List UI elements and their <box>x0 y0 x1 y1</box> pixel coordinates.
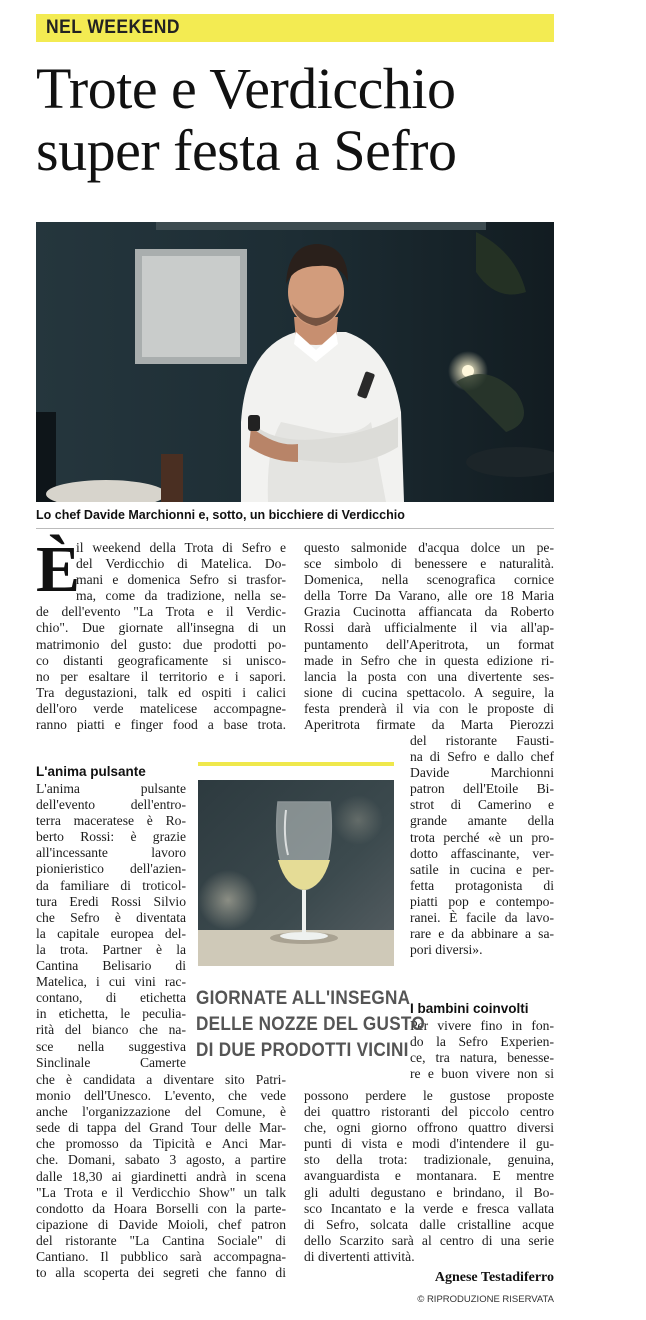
body-line: terra maceratese è Ro- <box>36 813 186 829</box>
body-line: chio". Due giornate all'insegna di un <box>36 620 286 636</box>
body-line: dotto affascinante, ver- <box>410 845 554 861</box>
body-line: da familiare di troticol- <box>36 877 186 893</box>
body-line: tura Eredi Rossi Silvio <box>36 893 186 909</box>
photo-caption: Lo chef Davide Marchionni e, sotto, un bicchiere di Verdicchio <box>36 508 405 522</box>
body-line: fetta protagonista di <box>410 877 554 893</box>
body-line: sede di tappa del Grand Tour delle Mar- <box>36 1120 286 1136</box>
wine-glass-illustration <box>198 780 394 966</box>
body-line: pionieristico dell'azien- <box>36 861 186 877</box>
body-line: no per esaltare il territorio e i sapori. <box>36 668 286 684</box>
chef-illustration <box>36 222 554 502</box>
body-line: del ristorante "La Cantina Sociale" di <box>36 1232 286 1248</box>
anima-column <box>36 781 186 1071</box>
body-line: gli adulti degustano e brindano, il Bo- <box>304 1184 554 1200</box>
body-line: dalle 18,30 ai giardinetti andrà in scena <box>36 1168 286 1184</box>
body-line: L'anima pulsante <box>36 781 186 796</box>
left-bottom-column <box>36 1072 286 1281</box>
body-line: Grazia Cucinotta affiancata da Roberto <box>304 604 554 620</box>
body-line: berto Rossi: è grazie <box>36 829 186 845</box>
body-line: punti di vista e modi d'intendere il gu- <box>304 1136 554 1152</box>
author-byline: Agnese Testadiferro <box>434 1270 554 1285</box>
body-line: rare e da abbinare a sa- <box>410 926 554 942</box>
body-line: matrimonio del gusto: due prodotti po- <box>36 636 286 652</box>
chef-portrait-photo <box>36 222 554 502</box>
body-line: dello Scarzito sarà al centro di una serie <box>304 1232 554 1248</box>
body-line: Per vivere fino in fon- <box>410 1018 554 1033</box>
right-top-column <box>304 540 554 733</box>
body-line: Matelica, i cui vini rac- <box>36 974 186 990</box>
pull-quote-line: GIORNATE ALL'INSEGNA <box>196 987 411 1009</box>
body-line: "La Trota e il Verdicchio Show" un talk <box>36 1184 286 1200</box>
body-line: possono perdere le gustose proposte <box>304 1088 554 1103</box>
body-line: sco Incantato e la verde e fresca vallata <box>304 1200 554 1216</box>
body-line: piatti pop e contempo- <box>410 893 554 909</box>
headline-line-1: Trote e Verdicchio <box>36 56 456 121</box>
body-line: strot di Camerino e <box>410 797 554 813</box>
body-line: festa prenderà il via con le proposte di <box>304 700 554 716</box>
body-line: che. Domani, sabato 3 agosto, a partire <box>36 1152 286 1168</box>
body-line: na di Sefro e dallo chef <box>410 749 554 765</box>
inset-accent-bar <box>198 762 394 766</box>
subhead-bambini: I bambini coinvolti <box>410 1001 529 1016</box>
body-line: Domenica, nella scenografica cornice <box>304 572 554 588</box>
intro-lines-column <box>36 533 286 733</box>
pull-quote-line: DELLE NOZZE DEL GUSTO <box>196 1013 425 1035</box>
body-line: Cantiano. Il pubblico sarà accompagna- <box>36 1249 286 1265</box>
body-line: satile in cucina e per- <box>410 861 554 877</box>
body-line: che promosso da Tipicità e Anci Mar- <box>36 1136 286 1152</box>
body-line: della Torre Da Varano, alle ore 18 Maria <box>304 588 554 604</box>
body-line: del Verdicchio di Matelica. Do- <box>76 556 286 572</box>
body-line: in etichetta, le peculia- <box>36 1006 186 1022</box>
body-line: che Sefro è diventata <box>36 909 186 925</box>
body-line: che, ogni giorno offrono quattro diversi <box>304 1120 554 1136</box>
body-line: contano, di etichetta <box>36 990 186 1006</box>
body-line: il weekend della Trota di Sefro e <box>76 540 286 555</box>
body-line: pori diversi». <box>410 942 483 958</box>
body-line: ranei. È facile da lavo- <box>410 910 554 926</box>
body-line: de dell'evento "La Trota e il Verdic- <box>36 604 286 620</box>
body-line: Aperitrota firmate da Marta Pierozzi <box>304 717 554 733</box>
body-line: mani e domenica Sefro si trasfor- <box>76 572 286 588</box>
subhead-anima: L'anima pulsante <box>36 764 146 779</box>
body-line: ce, tra natura, benesse- <box>410 1050 554 1066</box>
body-line: lancia la posta con una divertente ses- <box>304 668 554 684</box>
body-line: dell'evento dell'entro- <box>36 797 186 813</box>
body-line: Davide Marchionni <box>410 765 554 781</box>
body-line: sce simbolo di benessere e naturalità. <box>304 556 554 572</box>
body-line: dei quattro ristoranti del piccolo centro <box>304 1104 554 1120</box>
body-line: re e buon vivere non si <box>410 1066 554 1082</box>
body-line: avanguardista e montanara. E mentre <box>304 1168 554 1184</box>
body-line: Sinclinale Camerte <box>36 1054 186 1070</box>
body-line: trota perché «è un pro- <box>410 829 554 845</box>
pull-quote-line: DI DUE PRODOTTI VICINI <box>196 1039 409 1061</box>
body-line: la capitale europea del- <box>36 925 186 941</box>
drop-cap: È <box>36 533 81 606</box>
body-line: do la Sefro Experien- <box>410 1034 554 1050</box>
headline <box>36 58 596 182</box>
body-line: Rossi darà ufficialmente il via all'ap- <box>304 620 554 636</box>
body-line: co distanti geograficamente si unisco- <box>36 652 286 668</box>
body-line: dell'oro verde matelicese accompagne- <box>36 700 286 716</box>
body-line: sce nella suggestiva <box>36 1038 186 1054</box>
right-narrow-column <box>410 733 554 958</box>
body-line: del ristorante Fausti- <box>410 733 554 748</box>
body-line: di Sefro, solcata dalle cristalline acque <box>304 1216 554 1232</box>
body-line: la trota. Partner è la <box>36 941 186 957</box>
body-line: anche l'organizzazione del Comune, è <box>36 1104 286 1120</box>
body-line: made in Sefro che in questa edizione ri- <box>304 652 554 668</box>
body-line: questo salmonide d'acqua dolce un pe- <box>304 540 554 555</box>
caption-divider <box>36 528 554 529</box>
body-line: ranno piatti e finger food a base trota. <box>36 717 286 733</box>
body-line: sto della trota: tradizionale, genuina, <box>304 1152 554 1168</box>
body-line: Cantina Belisario di <box>36 958 186 974</box>
right-bottom-column <box>304 1088 554 1265</box>
headline-line-2: super festa a Sefro <box>36 118 457 183</box>
body-line: monio dell'Unesco. L'evento, che vede <box>36 1088 286 1104</box>
body-line: condotto da Hoara Borselli con la parte- <box>36 1200 286 1216</box>
pull-quote <box>196 985 425 1063</box>
wine-glass-photo <box>198 780 394 966</box>
body-line: Tra degustazioni, talk ed ospiti i calici <box>36 684 286 700</box>
section-kicker: NEL WEEKEND <box>46 17 180 38</box>
body-line: puntamento dell'Aperitrota, un format <box>304 636 554 652</box>
body-line: di divertenti attività. <box>304 1248 415 1264</box>
body-line: patron dell'Etoile Bi- <box>410 781 554 797</box>
body-line: cipazione di Davide Moioli, chef patron <box>36 1216 286 1232</box>
body-line: ma, come da tradizione, nella se- <box>76 588 286 604</box>
body-line: to alla scoperta dei segreti che fanno di <box>36 1265 286 1281</box>
body-line: rità del bianco che na- <box>36 1022 186 1038</box>
body-line: grande amante della <box>410 813 554 829</box>
bambini-column <box>410 1018 554 1082</box>
body-line: sione di cucina spettacolo. A seguire, la <box>304 684 554 700</box>
body-line: all'incessante lavoro <box>36 845 186 861</box>
copyright-notice: © RIPRODUZIONE RISERVATA <box>417 1294 554 1305</box>
body-line: che è candidata a diventare sito Patri- <box>36 1072 286 1087</box>
section-kicker-bar <box>36 14 554 42</box>
